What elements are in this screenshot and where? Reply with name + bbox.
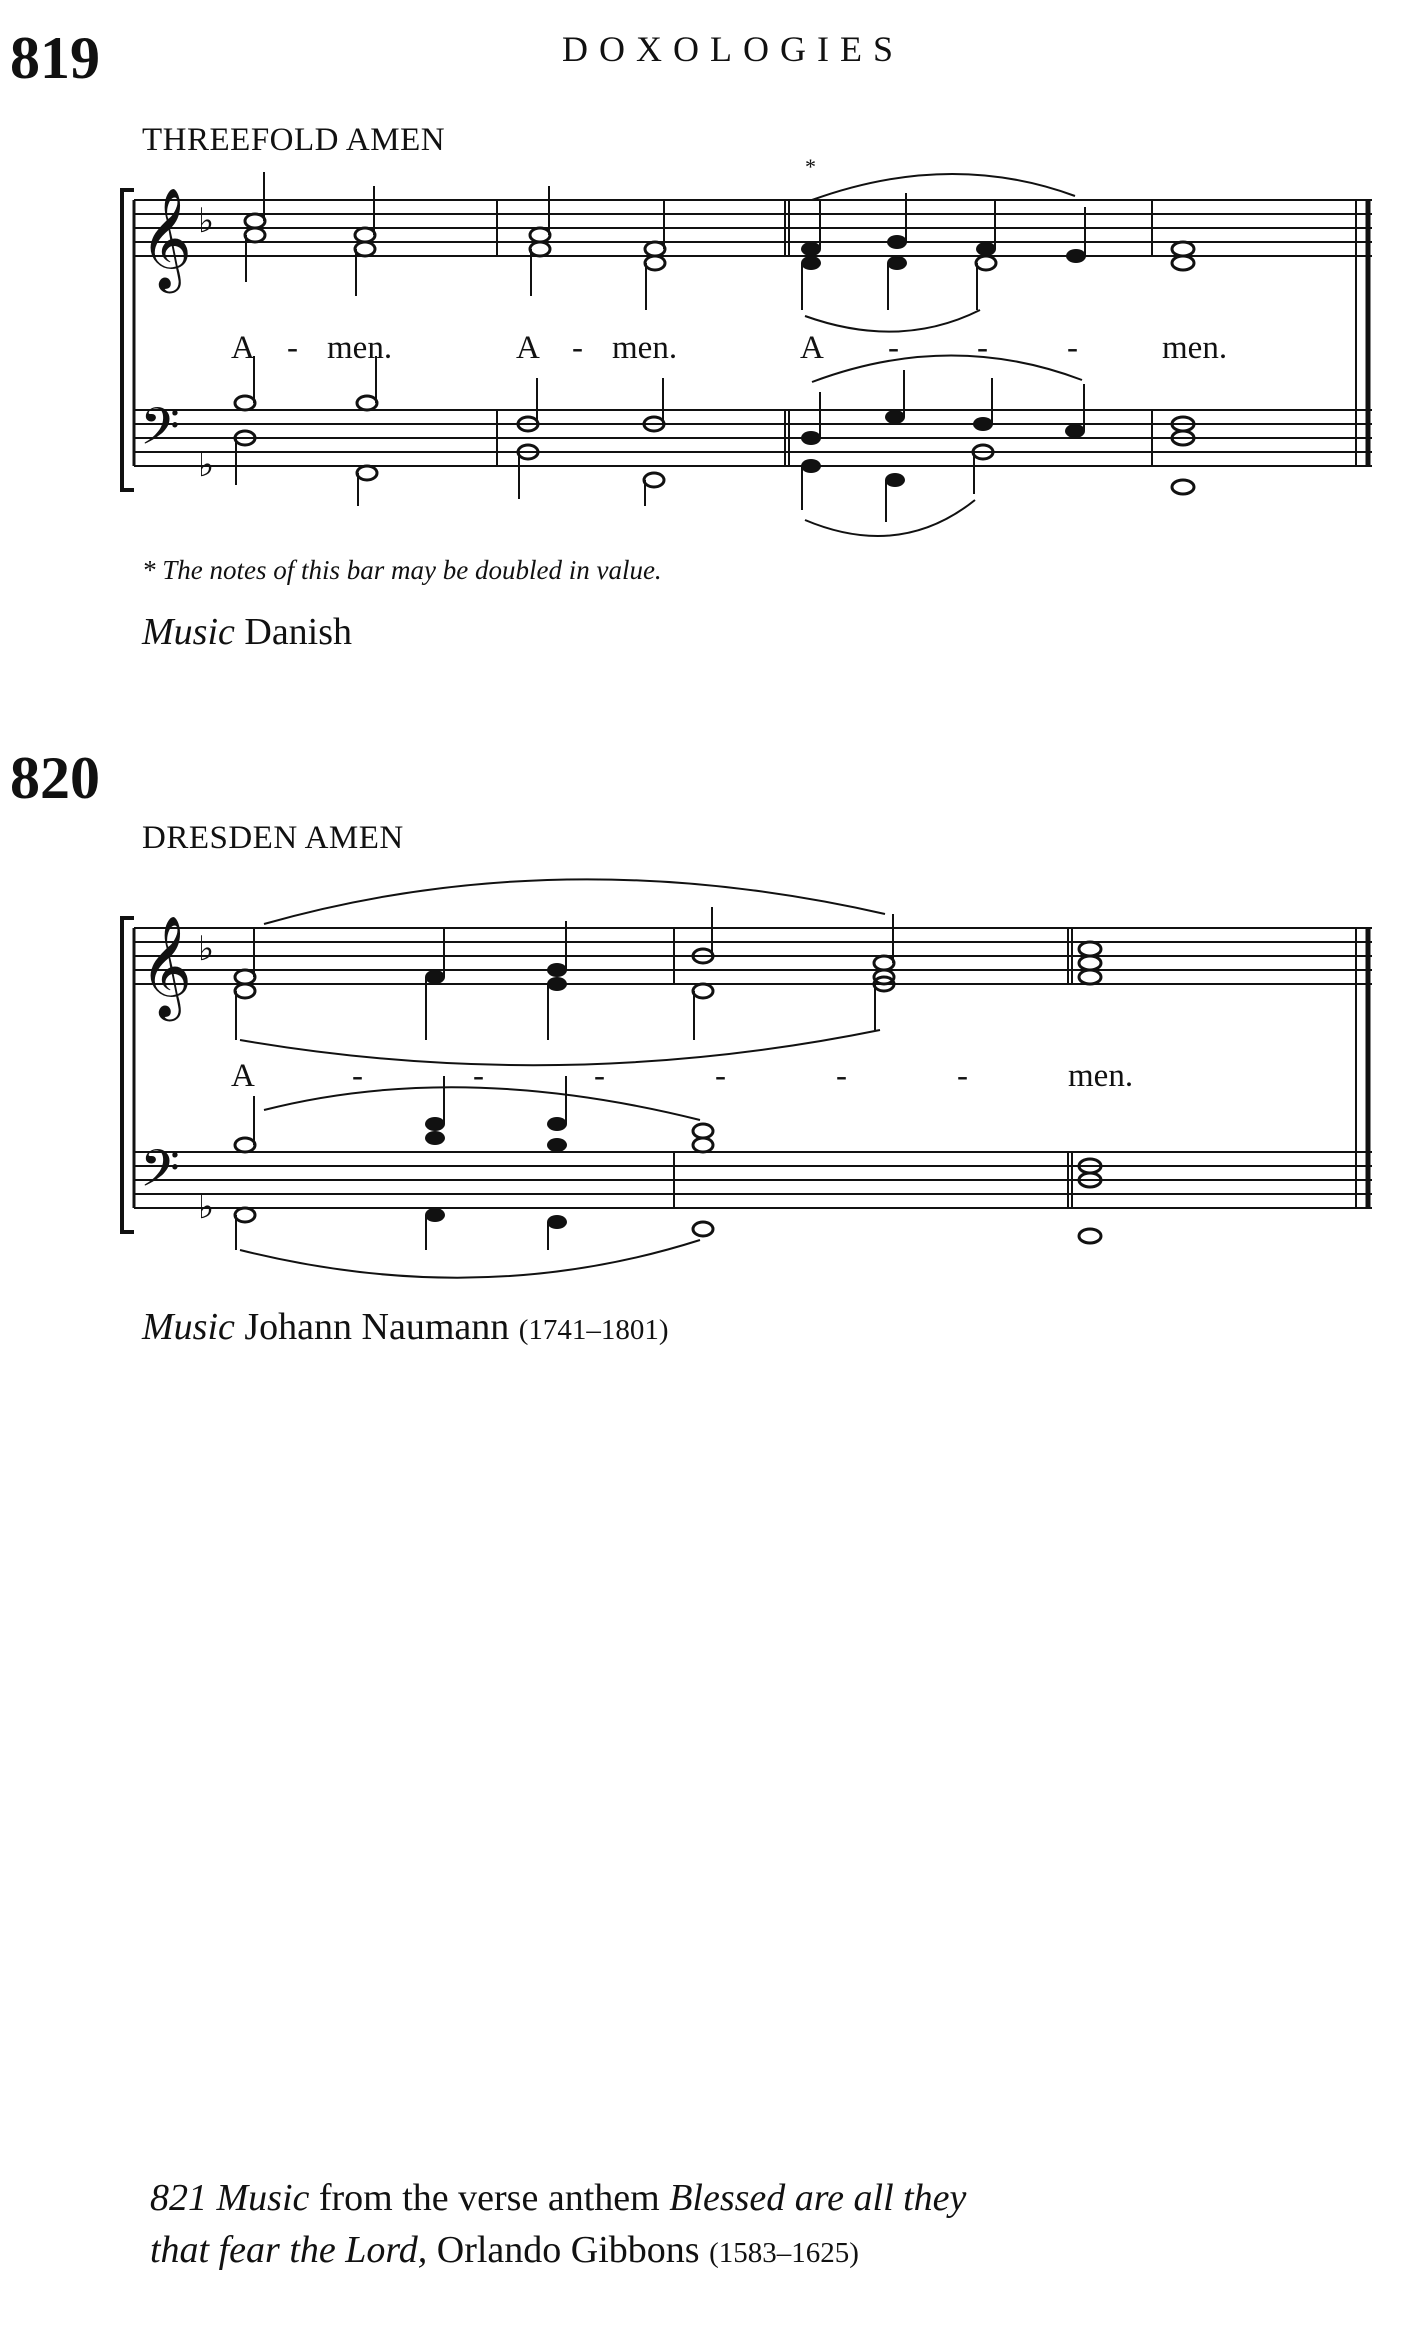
lyric-hyphen: - xyxy=(1067,330,1078,366)
running-head: DOXOLOGIES xyxy=(562,29,904,69)
credit-dates: (1741–1801) xyxy=(518,1314,669,1346)
closing-italic-a: 821 Music xyxy=(150,2177,310,2219)
asterisk-mark: * xyxy=(805,154,816,179)
treble-staff xyxy=(134,928,1372,984)
lyric-syllable: men. xyxy=(1068,1058,1134,1094)
bass-staff xyxy=(134,1152,1372,1208)
svg-text:𝄢: 𝄢 xyxy=(140,1138,180,1211)
lyric-syllable: A xyxy=(800,330,824,366)
treble-staff xyxy=(134,200,1372,256)
tune-name-threefold-amen: THREEFOLD AMEN xyxy=(142,122,446,158)
lyric-syllable: men. xyxy=(612,330,678,366)
lyric-hyphen: - xyxy=(715,1058,726,1094)
closing-plain-b: Orlando Gibbons xyxy=(436,2229,700,2271)
closing-note xyxy=(150,2172,966,2279)
lyric-syllable: A xyxy=(231,330,255,366)
credit-name: Danish xyxy=(244,611,353,653)
closing-italic-b: Blessed are all they xyxy=(669,2177,967,2219)
lyric-hyphen: - xyxy=(287,330,298,366)
lyric-hyphen: - xyxy=(594,1058,605,1094)
svg-text:♭: ♭ xyxy=(198,1187,215,1227)
closing-line-1 xyxy=(150,2172,966,2224)
music-score-820 xyxy=(0,880,1408,1280)
closing-line-2 xyxy=(150,2224,966,2279)
lyric-hyphen: - xyxy=(473,1058,484,1094)
lyric-syllable: men. xyxy=(327,330,393,366)
lyric-hyphen: - xyxy=(888,330,899,366)
svg-text:♭: ♭ xyxy=(198,929,215,969)
tune-name-dresden-amen: DRESDEN AMEN xyxy=(142,820,404,856)
svg-text:♭: ♭ xyxy=(198,445,215,485)
credit-819 xyxy=(142,610,352,654)
closing-italic-c: that fear the Lord, xyxy=(150,2229,428,2271)
credit-label: Music xyxy=(142,611,235,653)
svg-text:𝄞: 𝄞 xyxy=(140,914,193,1017)
footnote-819: * The notes of this bar may be doubled in value. xyxy=(142,555,662,585)
closing-dates: (1583–1625) xyxy=(709,2237,859,2269)
lyric-hyphen: - xyxy=(836,1058,847,1094)
svg-text:𝄞: 𝄞 xyxy=(140,186,193,289)
svg-text:𝄢: 𝄢 xyxy=(140,396,180,469)
hymn-number-820: 820 xyxy=(10,745,100,811)
closing-plain-a: from the verse anthem xyxy=(318,2177,660,2219)
lyric-syllable: men. xyxy=(1162,330,1228,366)
credit-label: Music xyxy=(142,1306,235,1348)
credit-820 xyxy=(142,1305,669,1349)
lyric-syllable: A xyxy=(231,1058,255,1094)
lyric-hyphen: - xyxy=(957,1058,968,1094)
svg-text:♭: ♭ xyxy=(198,201,215,241)
lyric-syllable: A xyxy=(516,330,540,366)
credit-name: Johann Naumann xyxy=(244,1306,510,1348)
lyric-hyphen: - xyxy=(572,330,583,366)
hymn-number-819: 819 xyxy=(10,25,100,91)
lyric-hyphen: - xyxy=(352,1058,363,1094)
lyric-hyphen: - xyxy=(977,330,988,366)
